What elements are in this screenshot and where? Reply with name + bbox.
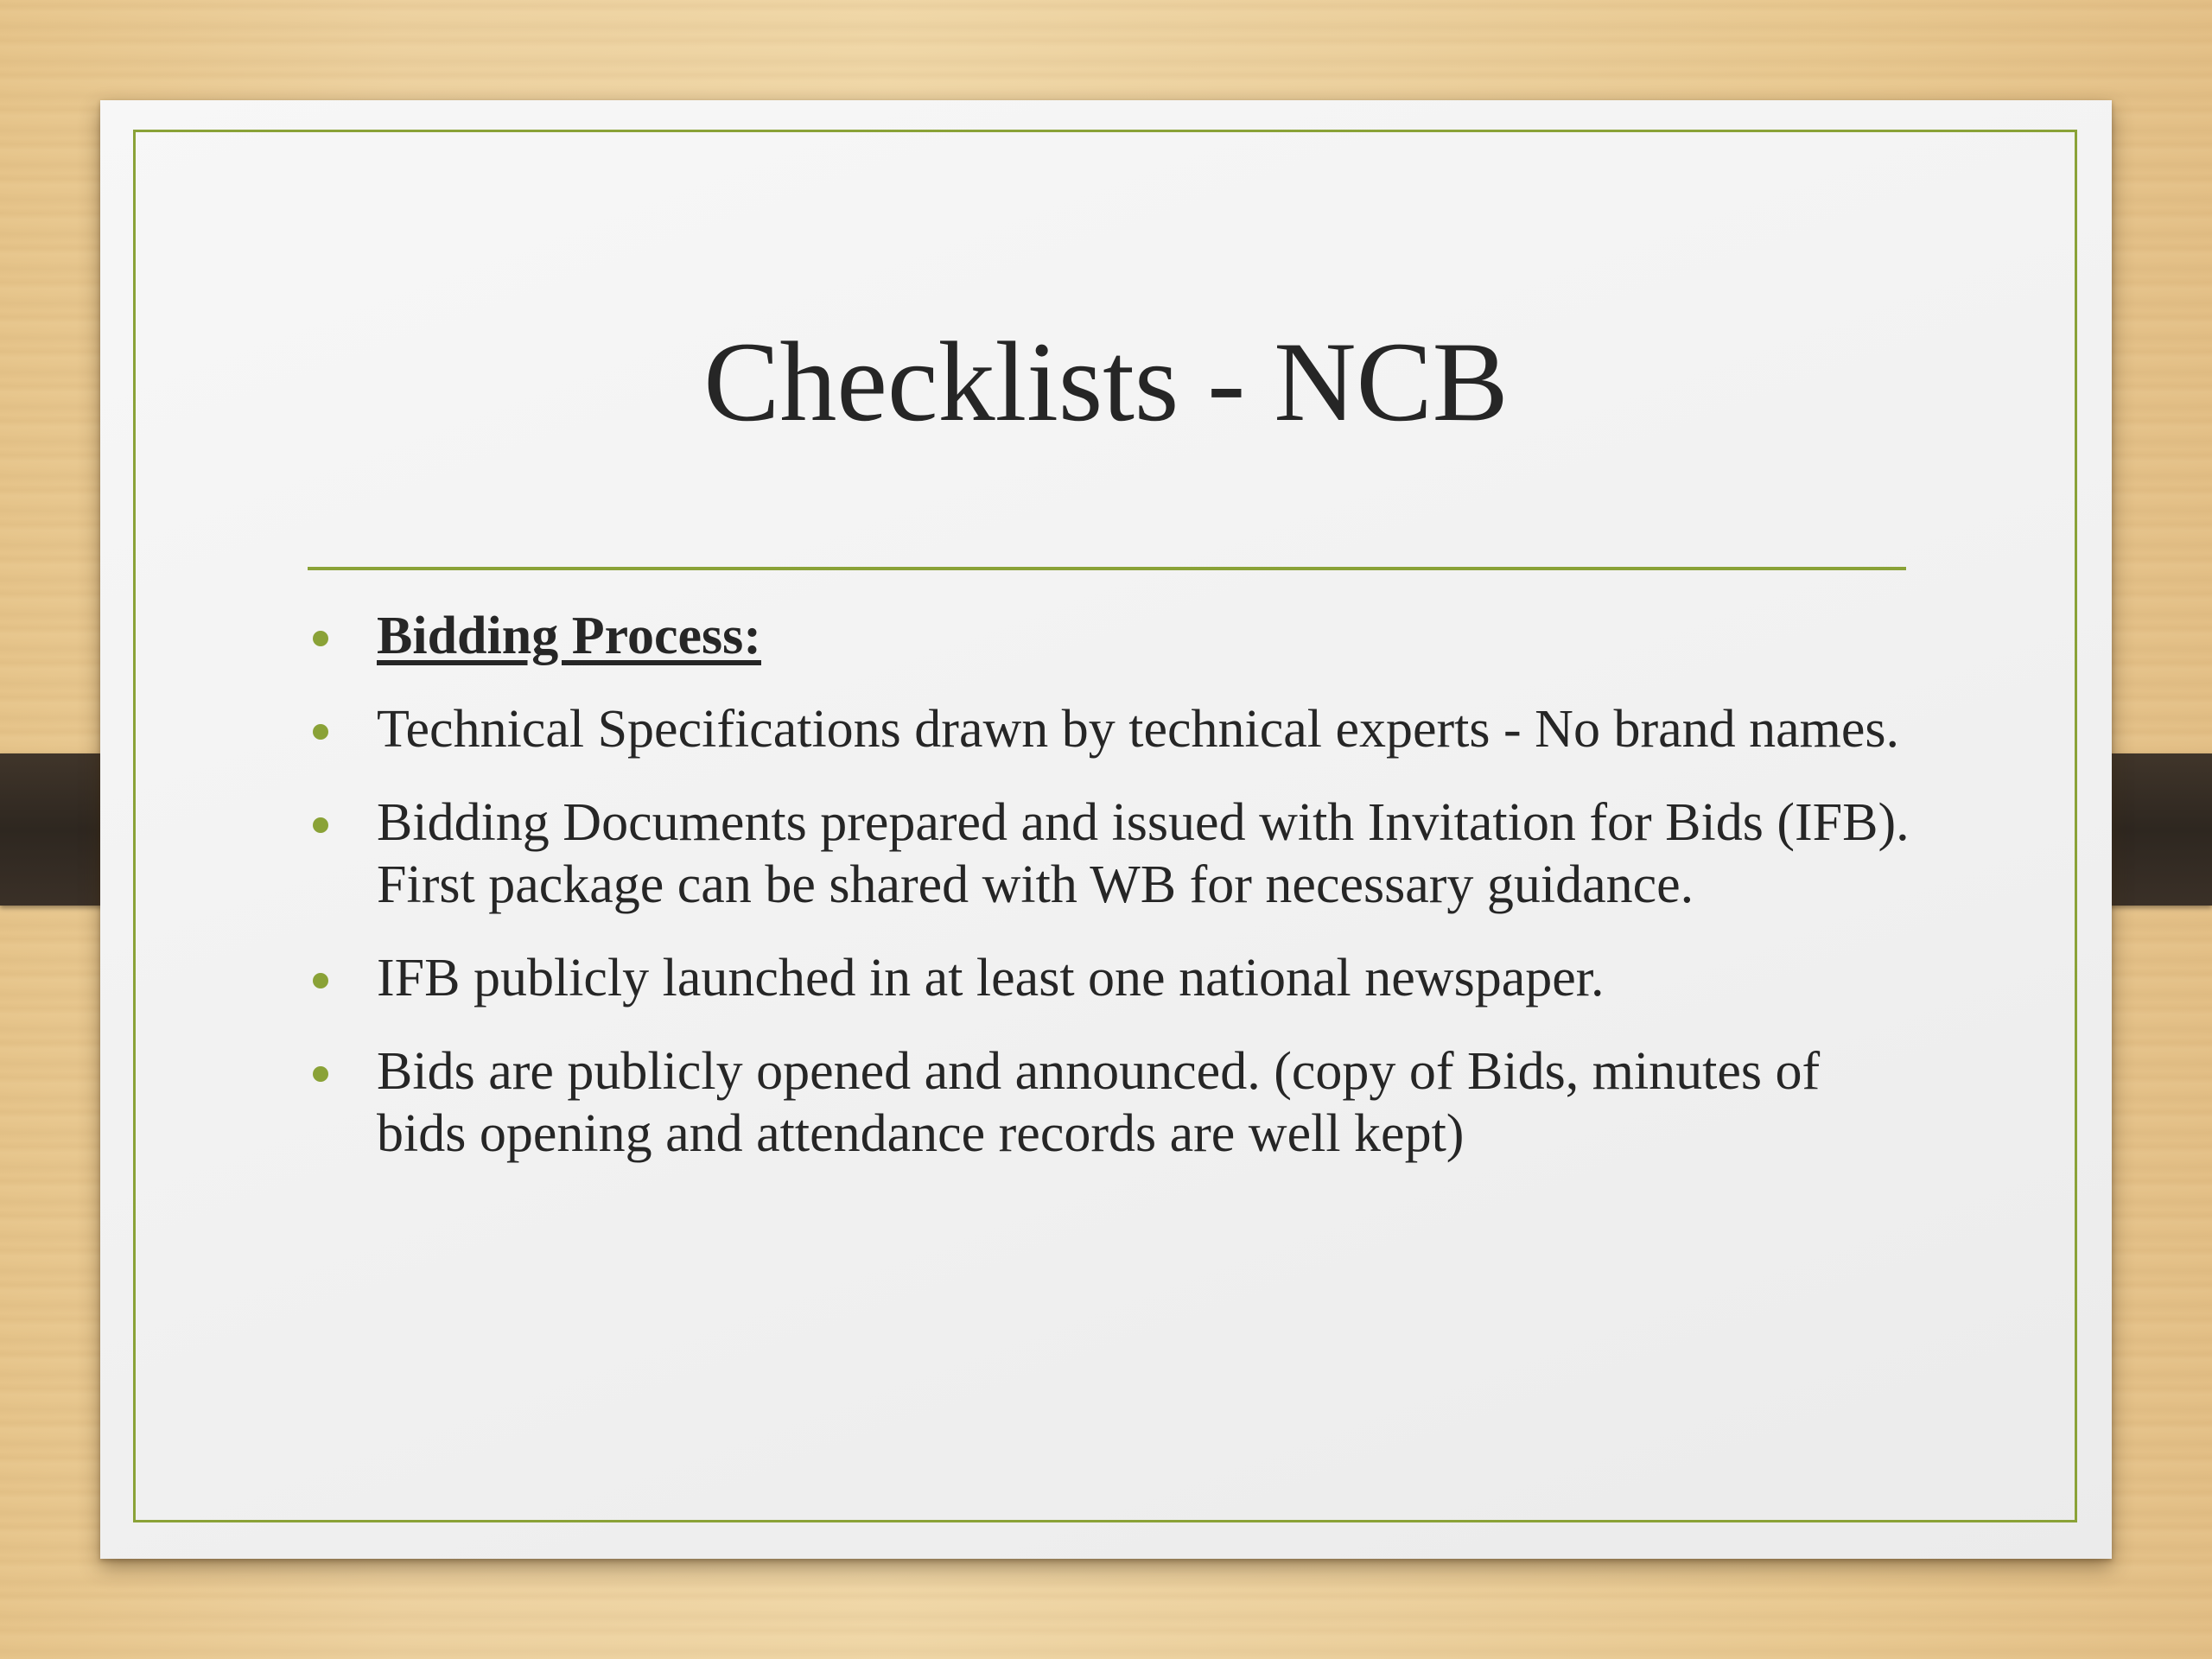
- bullet-item-bidding-process: [308, 605, 1915, 667]
- bullet-dot-icon: [313, 1066, 328, 1082]
- bullet-item-technical-specifications: [308, 698, 1915, 760]
- slide-title: Checklists - NCB: [703, 318, 1509, 445]
- title-divider: [308, 567, 1906, 570]
- bullet-dot-icon: [313, 724, 328, 740]
- bullet-item-ifb-launched: [308, 947, 1915, 1009]
- bullet-dot-icon: [313, 973, 328, 988]
- bullet-heading: Bidding Process:: [377, 607, 761, 665]
- bullet-dot-icon: [313, 817, 328, 833]
- bullet-text: IFB publicly launched in at least one national newspaper.: [377, 949, 1605, 1007]
- bullet-text: Bidding Documents prepared and issued with Invitation for Bids (IFB). First package can be shared with WB for necessary guidance.: [377, 793, 1910, 914]
- bullet-list: [308, 605, 1915, 1196]
- bullet-dot-icon: [313, 631, 328, 646]
- bullet-item-bids-opened: [308, 1040, 1915, 1165]
- bullet-item-bidding-documents: [308, 791, 1915, 916]
- bullet-text: Bids are publicly opened and announced. (copy of Bids, minutes of bids opening and attendance records are well kept): [377, 1042, 1821, 1163]
- bullet-text: Technical Specifications drawn by technical experts - No brand names.: [377, 700, 1900, 759]
